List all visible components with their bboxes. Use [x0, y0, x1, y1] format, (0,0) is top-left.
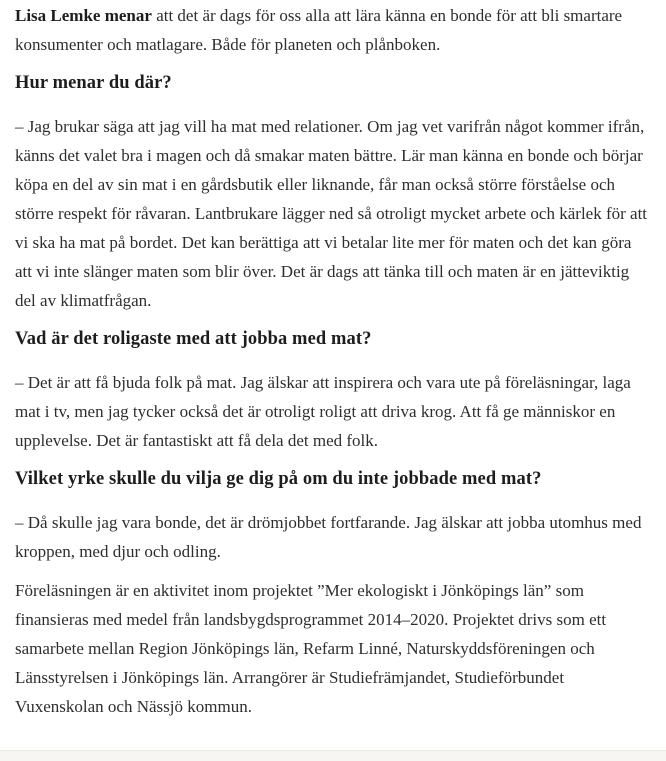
page-bottom-strip — [0, 750, 666, 761]
lead-bold-intro: Lisa Lemke menar — [15, 6, 152, 25]
outro-paragraph: Föreläsningen är en aktivitet inom projektet ”Mer ekologiskt i Jönköpings län” som finansieras med medel från landsbygdsprogrammet 2014–2020. Projektet drivs som ett samarbete mellan Region Jönköpings län, Refarm Linné, Naturskyddsföreningen och Länsstyrelsen i Jönköpings län. Arrangörer är Studiefrämjandet, Studieförbundet Vuxenskolan och Nässjö kommun. — [15, 581, 607, 716]
interview-question-1: Hur menar du där? — [15, 73, 172, 93]
interview-answer-1: – Jag brukar säga att jag vill ha mat med relationer. Om jag vet varifrån något kommer ifrån, känns det valet bra i magen och då smakar maten bättre. Lär man känna en bonde och börjar köpa en del av sin mat i en gårdsbutik eller liknande, får man också större förståelse och större respekt för råvaran. Lantbrukare lägger ned så otroligt mycket arbete och kärlek för att vi ska ha mat på bordet. Det kan berättiga att vi betalar lite mer för maten och det kan göra att vi inte slänger maten som blir över. Det är dags att tänka till och maten är en jätteviktig del av klimatfrågan. — [15, 117, 648, 310]
lead-paragraph — [15, 1, 651, 59]
interview-question-2: Vad är det roligaste med att jobba med mat? — [15, 329, 372, 349]
interview-question-3: Vilket yrke skulle du vilja ge dig på om du inte jobbade med mat? — [15, 469, 542, 489]
interview-answer-2: – Det är att få bjuda folk på mat. Jag älskar att inspirera och vara ute på föreläsningar, laga mat i tv, men jag tycker också det är otroligt roligt att driva krog. Att få ge människor en upplevelse. Det är fantastiskt att få dela det med folk. — [15, 373, 631, 450]
lead-text: att det är dags för oss alla att lära känna en bonde för att bli smartare konsumenter och matlagare. Både för planeten och plånboken. — [15, 6, 623, 54]
interview-answer-3: – Då skulle jag vara bonde, det är drömjobbet fortfarande. Jag älskar att jobba utomhus med kroppen, med djur och odling. — [15, 513, 642, 561]
